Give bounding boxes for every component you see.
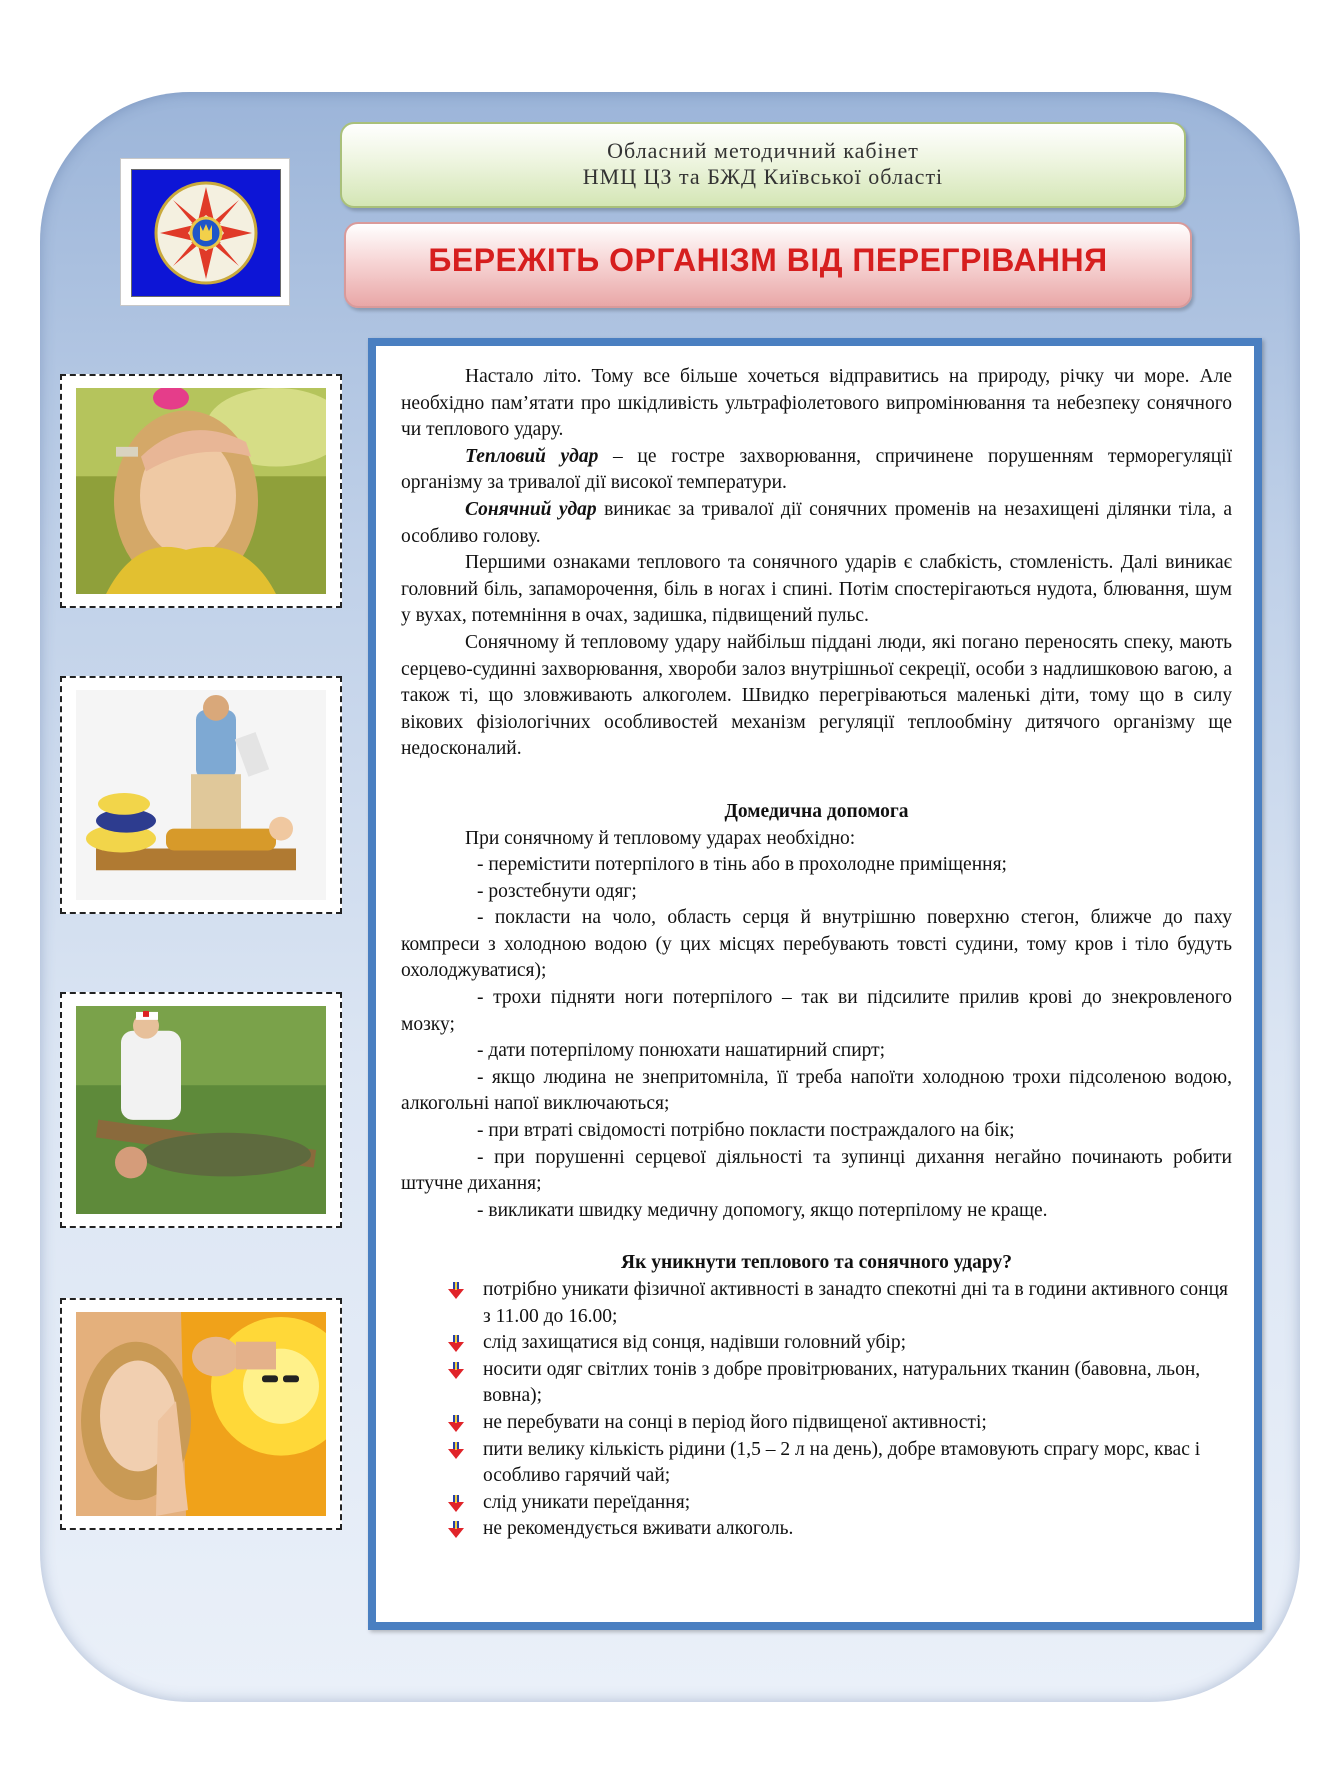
- first-aid-item: - при порушенні серцевої діяльності та зупинці дихання негайно починають робити штучне дихання;: [401, 1146, 1232, 1195]
- heat-stroke-paragraph: [401, 444, 1232, 497]
- page-title-box: [344, 222, 1192, 308]
- first-aid-item: - покласти на чоло, область серця й внутрішню поверхню стегон, ближче до паху компреси з холодною водою (у цих місцях перебувають товсті судини, тому кров і тіло будуть охолоджуватися);: [401, 907, 1232, 982]
- first-aid-heading: Домедична допомога: [724, 800, 909, 822]
- arrow-down-icon: [448, 1362, 464, 1380]
- prevention-item: слід захищатися від сонця, надівши головний убір;: [401, 1330, 1232, 1357]
- sun-stroke-term: Сонячний удар: [465, 498, 597, 520]
- prevention-item: пити велику кількість рідини (1,5 – 2 л на день), добре втамовують спрагу морс, квас і особливо гарячий чай;: [401, 1437, 1232, 1490]
- main-text-content: [372, 342, 1258, 1626]
- photo-woman-headache: [76, 388, 326, 594]
- heat-stroke-term: Тепловий удар: [465, 445, 599, 467]
- organization-line-2: НМЦ ЦЗ та БЖД Київської області: [582, 164, 944, 189]
- photo-frame-3: [60, 992, 342, 1228]
- first-aid-item: - при втраті свідомості потрібно покласти постраждалого на бік;: [477, 1120, 1015, 1142]
- arrow-down-icon: [448, 1415, 464, 1433]
- photo-nurse-soldier: [76, 1006, 326, 1214]
- photo-first-aid-cushions: [76, 690, 326, 900]
- prevention-item: носити одяг світлих тонів з добре провітрюваних, натуральних тканин (бавовна, льон, вовна);: [401, 1357, 1232, 1410]
- risk-groups-paragraph: Сонячному й тепловому удару найбільш піддані люди, які погано переносять спеку, мають серцево-судинні захворювання, хвороби залоз внутрішньої секреції, особи з надлишковою вагою, а також ті, що зловживають алкоголем. Швидко перегріваються маленькі діти, тому що в силу вікових фізіологічних особливостей механізм регуляції теплообміну дитячого організму ще недосконалий.: [401, 631, 1232, 760]
- organization-header: [340, 122, 1186, 208]
- sun-stroke-definition: виникає за тривалої дії сонячних променів на незахищені ділянки тіла, а особливо голову.: [401, 498, 1232, 547]
- prevention-item: не рекомендується вживати алкоголь.: [401, 1516, 1232, 1543]
- symptoms-paragraph: Першими ознаками теплового та сонячного ударів є слабкість, стомленість. Далі виникає головний біль, запаморочення, біль в ногах і спині. Потім спостерігаються нудота, блювання, шум у вухах, потемніння в очах, задишка, підвищений пульс.: [401, 552, 1232, 627]
- prevention-item: потрібно уникати фізичної активності в занадто спекотні дні та в години активного сонця з 11.00 до 16.00;: [401, 1277, 1232, 1330]
- first-aid-item: - перемістити потерпілого в тінь або в прохолодне приміщення;: [477, 854, 1007, 876]
- first-aid-item: - трохи підняти ноги потерпілого – так ви підсилите прилив крові до знекровленого мозку;: [401, 987, 1232, 1035]
- first-aid-item: - розстебнути одяг;: [477, 880, 637, 902]
- photo-frame-4: [60, 1298, 342, 1530]
- prevention-item: слід уникати переїдання;: [401, 1490, 1232, 1517]
- photo-sun-headache: [76, 1312, 326, 1516]
- prevention-heading: Як уникнути теплового та сонячного удару?: [621, 1252, 1012, 1274]
- page-title: БЕРЕЖІТЬ ОРГАНІЗМ ВІД ПЕРЕГРІВАННЯ: [428, 242, 1108, 278]
- organization-line-1: Обласний методичний кабінет: [607, 138, 919, 163]
- civil-defense-emblem-icon: [154, 181, 258, 285]
- arrow-down-icon: [448, 1442, 464, 1460]
- main-text-panel: [368, 338, 1262, 1630]
- heat-stroke-definition: – це гостре захворювання, спричинене порушенням терморегуляції організму за тривалої дії високої температури.: [401, 445, 1233, 494]
- emblem-logo: [120, 158, 290, 306]
- arrow-down-icon: [448, 1495, 464, 1513]
- arrow-down-icon: [448, 1521, 464, 1539]
- emblem-background: [131, 169, 281, 297]
- photo-frame-2: [60, 676, 342, 914]
- first-aid-item: - якщо людина не знепритомніла, її треба напоїти холодною трохи підсоленою водою, алкогольні напої виключаються;: [401, 1066, 1232, 1115]
- first-aid-item: - викликати швидку медичну допомогу, якщо потерпілому не краще.: [477, 1199, 1048, 1221]
- arrow-down-icon: [448, 1335, 464, 1353]
- photo-frame-1: [60, 374, 342, 608]
- intro-paragraph-1: Настало літо. Тому все більше хочеться відправитись на природу, річку чи море. Але необхідно пам’ятати про шкідливість ультрафіолетового випромінювання та небезпеку сонячного чи теплового удару.: [401, 366, 1232, 441]
- prevention-item: не перебувати на сонці в період його підвищеної активності;: [401, 1410, 1232, 1437]
- arrow-down-icon: [448, 1282, 464, 1300]
- first-aid-lead: При сонячному й тепловому ударах необхідно:: [465, 827, 856, 849]
- sun-stroke-paragraph: [401, 497, 1232, 550]
- prevention-list: [401, 1277, 1232, 1543]
- first-aid-item: - дати потерпілому понюхати нашатирний спирт;: [477, 1040, 886, 1062]
